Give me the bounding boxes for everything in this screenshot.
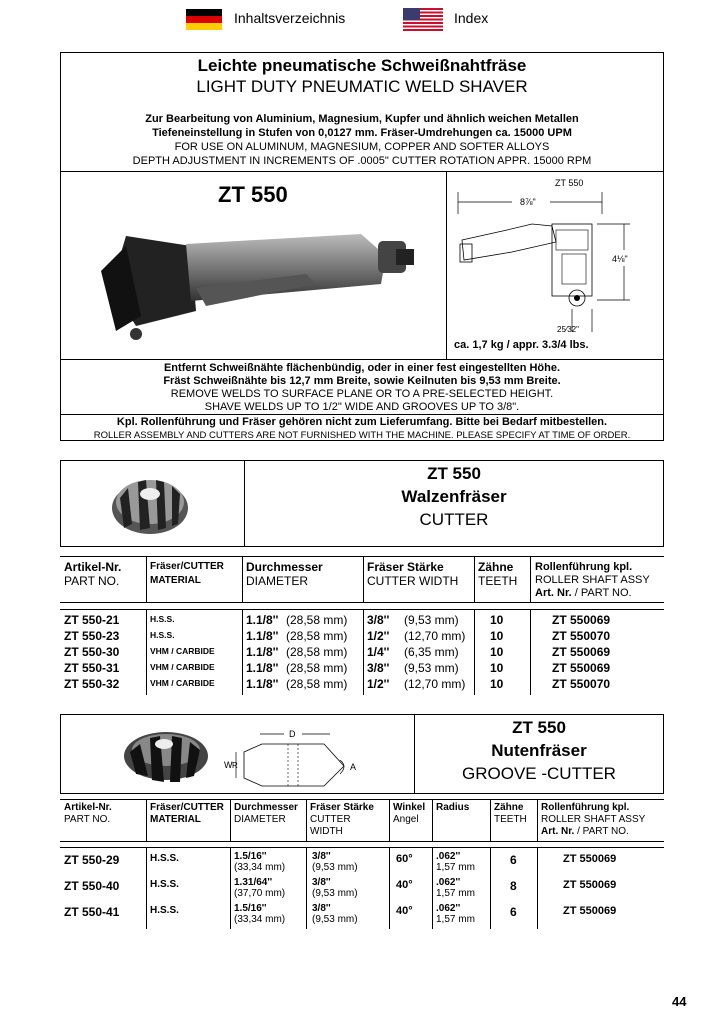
groove-row-width-mm: (9,53 mm) — [312, 862, 358, 873]
groove-hdr-width-en1: CUTTER — [310, 814, 351, 825]
groove-row-material: H.S.S. — [150, 879, 179, 890]
groove-row-width-in: 3/8'' — [312, 877, 331, 888]
toc-link[interactable]: Inhaltsverzeichnis — [234, 10, 346, 26]
cutter-hdr-part-de: Artikel-Nr. — [64, 560, 122, 574]
groove-row-teeth: 8 — [510, 879, 517, 893]
groove-row-angle: 40° — [396, 879, 413, 891]
groove-hdr-teeth-en: TEETH — [494, 814, 527, 825]
cutter-row-dia-in: 1.1/8'' — [246, 613, 279, 627]
groove-row-roller: ZT 550069 — [563, 853, 617, 865]
groove-model: ZT 550 — [512, 718, 566, 737]
note-en-2: SHAVE WELDS UP TO 1/2" WIDE AND GROOVES UP TO 3/8". — [204, 401, 520, 413]
cutter-hdr-teeth-en: TEETH — [478, 574, 518, 588]
cutter-hdr-roller-en: ROLLER SHAFT ASSY — [535, 574, 650, 586]
supply-note-en: ROLLER ASSEMBLY AND CUTTERS ARE NOT FURNISHED WITH THE MACHINE. PLEASE SPECIFY AT TIME OF ORDER. — [93, 430, 631, 441]
cutter-row-part: ZT 550-32 — [64, 677, 120, 691]
page-number: 44 — [672, 994, 687, 1009]
cutter-row-material: VHM / CARBIDE — [150, 646, 215, 656]
cutter-row-teeth: 10 — [490, 645, 504, 659]
cutter-row-width-mm: (6,35 mm) — [404, 645, 459, 659]
groove-row-radius-in: .062'' — [436, 851, 461, 862]
groove-hdr-roller-art: Art. Nr. / PART NO. — [541, 826, 629, 837]
cutter-hdr-roller-de: Rollenführung kpl. — [535, 561, 633, 573]
desc-en-2: DEPTH ADJUSTMENT IN INCREMENTS OF .0005" CUTTER ROTATION APPR. 15000 RPM — [132, 155, 592, 167]
cutter-row-roller: ZT 550069 — [552, 661, 611, 675]
desc-de-1: Zur Bearbeitung von Aluminium, Magnesium, Kupfer und ähnlich weichen Metallen — [145, 113, 579, 125]
cutter-title-de: Walzenfräser — [401, 487, 507, 506]
cutter-row-material: H.S.S. — [150, 614, 175, 624]
groove-row-part: ZT 550-40 — [64, 879, 120, 893]
groove-row-width-mm: (9,53 mm) — [312, 914, 358, 925]
cutter-hdr-dia-en: DIAMETER — [246, 574, 309, 588]
groove-row-dia-in: 1.31/64'' — [234, 877, 273, 888]
groove-hdr-dia-de: Durchmesser — [234, 802, 298, 813]
groove-row-width-in: 3/8'' — [312, 903, 331, 914]
groove-hdr-angle-de: Winkel — [393, 802, 426, 813]
cutter-row-teeth: 10 — [490, 629, 504, 643]
cutter-model: ZT 550 — [427, 464, 481, 483]
dim-d-label: D — [289, 729, 296, 739]
cutter-row-roller: ZT 550069 — [552, 645, 611, 659]
drawing-title: ZT 550 — [555, 178, 584, 188]
cutter-row-dia-mm: (28,58 mm) — [286, 645, 348, 659]
product-title-de: Leichte pneumatische Schweißnahtfräse — [197, 56, 527, 75]
dim-small: 25⁄32" — [557, 325, 579, 334]
groove-hdr-mat-de: Fräser/CUTTER — [150, 802, 224, 813]
groove-row-teeth: 6 — [510, 853, 517, 867]
groove-row-dia-in: 1.5/16'' — [234, 851, 267, 862]
groove-row-angle: 40° — [396, 905, 413, 917]
groove-row-dia-mm: (33,34 mm) — [234, 914, 286, 925]
model-label: ZT 550 — [218, 182, 288, 207]
groove-row-material: H.S.S. — [150, 905, 179, 916]
cutter-row-width-mm: (9,53 mm) — [404, 661, 459, 675]
groove-hdr-part-de: Artikel-Nr. — [64, 802, 112, 813]
groove-hdr-teeth-de: Zähne — [494, 802, 524, 813]
german-flag-icon[interactable] — [186, 9, 222, 30]
product-title-en: LIGHT DUTY PNEUMATIC WELD SHAVER — [196, 77, 528, 96]
cutter-row-part: ZT 550-23 — [64, 629, 120, 643]
dim-a-label: A — [350, 762, 357, 772]
groove-row-dia-in: 1.5/16'' — [234, 903, 267, 914]
cutter-title-en: CUTTER — [419, 510, 489, 529]
supply-note-de: Kpl. Rollenführung und Fräser gehören nicht zum Lieferumfang. Bitte bei Bedarf mitbestellen. — [116, 416, 608, 428]
cutter-hdr-teeth-de: Zähne — [478, 560, 514, 574]
cutter-row-width-in: 1/4'' — [367, 645, 390, 659]
cutter-row-dia-in: 1.1/8'' — [246, 645, 279, 659]
groove-hdr-roller-en: ROLLER SHAFT ASSY — [541, 814, 646, 825]
cutter-hdr-dia-de: Durchmesser — [246, 560, 323, 574]
groove-hdr-mat-en: MATERIAL — [150, 814, 201, 825]
desc-de-2: Tiefeneinstellung in Stufen von 0,0127 mm. Fräser-Umdrehungen ca. 15000 UPM — [152, 127, 572, 139]
cutter-row-teeth: 10 — [490, 661, 504, 675]
cutter-row-part: ZT 550-21 — [64, 613, 120, 627]
groove-row-width-mm: (9,53 mm) — [312, 888, 358, 899]
weld-shaver-image — [96, 216, 416, 342]
groove-row-part: ZT 550-29 — [64, 853, 120, 867]
cutter-row-part: ZT 550-30 — [64, 645, 120, 659]
cutter-row-dia-mm: (28,58 mm) — [286, 613, 348, 627]
groove-hdr-width-en2: WIDTH — [310, 826, 343, 837]
groove-row-radius-in: .062'' — [436, 903, 461, 914]
note-en-1: REMOVE WELDS TO SURFACE PLANE OR TO A PRE-SELECTED HEIGHT. — [170, 388, 554, 400]
note-de-1: Entfernt Schweißnähte flächenbündig, oder in einer fest eingestellten Höhe. — [163, 362, 561, 374]
groove-title-en: GROOVE -CUTTER — [462, 764, 616, 783]
groove-row-radius-mm: 1,57 mm — [436, 862, 475, 873]
cutter-hdr-width-de: Fräser Stärke — [367, 560, 444, 574]
cutter-row-material: VHM / CARBIDE — [150, 678, 215, 688]
groove-cutter-image — [118, 722, 218, 788]
groove-hdr-angle-en: Angel — [393, 814, 419, 825]
cutter-hdr-part-en: PART NO. — [64, 574, 120, 588]
groove-hdr-roller-de: Rollenführung kpl. — [541, 802, 630, 813]
cutter-row-roller: ZT 550070 — [552, 677, 611, 691]
groove-hdr-dia-en: DIAMETER — [234, 814, 286, 825]
groove-title-de: Nutenfräser — [491, 741, 587, 760]
cutter-row-dia-in: 1.1/8'' — [246, 629, 279, 643]
groove-row-roller: ZT 550069 — [563, 905, 617, 917]
dimension-drawing — [452, 174, 660, 334]
cutter-image — [100, 468, 200, 540]
cutter-row-width-mm: (12,70 mm) — [404, 629, 466, 643]
groove-dimension-diagram — [222, 722, 372, 788]
dim-w-label: W — [224, 760, 233, 770]
cutter-row-width-in: 3/8'' — [367, 613, 390, 627]
groove-row-radius-mm: 1,57 mm — [436, 888, 475, 899]
cutter-hdr-mat-de: Fräser/CUTTER — [150, 561, 224, 572]
dim-r-label: R — [232, 761, 238, 770]
cutter-row-dia-mm: (28,58 mm) — [286, 629, 348, 643]
cutter-hdr-width-en: CUTTER WIDTH — [367, 574, 459, 588]
cutter-row-roller: ZT 550070 — [552, 629, 611, 643]
cutter-row-material: H.S.S. — [150, 630, 175, 640]
cutter-row-material: VHM / CARBIDE — [150, 662, 215, 672]
groove-row-dia-mm: (33,34 mm) — [234, 862, 286, 873]
dim-height: 4⅛" — [612, 254, 628, 264]
cutter-row-dia-mm: (28,58 mm) — [286, 661, 348, 675]
cutter-row-roller: ZT 550069 — [552, 613, 611, 627]
cutter-row-width-in: 3/8'' — [367, 661, 390, 675]
cutter-row-width-in: 1/2'' — [367, 629, 390, 643]
weight-label: ca. 1,7 kg / appr. 3.3/4 lbs. — [454, 339, 589, 351]
us-flag-icon[interactable] — [403, 8, 443, 31]
groove-hdr-part-en: PART NO. — [64, 814, 111, 825]
groove-row-dia-mm: (37,70 mm) — [234, 888, 286, 899]
cutter-row-width-mm: (12,70 mm) — [404, 677, 466, 691]
cutter-hdr-roller-art: Art. Nr. / PART NO. — [535, 587, 632, 599]
groove-row-width-in: 3/8'' — [312, 851, 331, 862]
cutter-row-teeth: 10 — [490, 613, 504, 627]
groove-row-radius-mm: 1,57 mm — [436, 914, 475, 925]
cutter-row-dia-in: 1.1/8'' — [246, 677, 279, 691]
groove-row-roller: ZT 550069 — [563, 879, 617, 891]
note-de-2: Fräst Schweißnähte bis 12,7 mm Breite, sowie Keilnuten bis 9,53 mm Breite. — [163, 375, 561, 387]
desc-en-1: FOR USE ON ALUMINUM, MAGNESIUM, COPPER AND SOFTER ALLOYS — [174, 141, 550, 153]
groove-row-teeth: 6 — [510, 905, 517, 919]
groove-row-radius-in: .062'' — [436, 877, 461, 888]
groove-hdr-width-de: Fräser Stärke — [310, 802, 374, 813]
dim-length: 8⅞" — [520, 197, 536, 207]
cutter-row-part: ZT 550-31 — [64, 661, 120, 675]
cutter-row-teeth: 10 — [490, 677, 504, 691]
cutter-row-dia-in: 1.1/8'' — [246, 661, 279, 675]
cutter-hdr-mat-en: MATERIAL — [150, 575, 201, 586]
groove-row-part: ZT 550-41 — [64, 905, 120, 919]
cutter-row-width-in: 1/2'' — [367, 677, 390, 691]
groove-row-angle: 60° — [396, 853, 413, 865]
cutter-row-width-mm: (9,53 mm) — [404, 613, 459, 627]
groove-row-material: H.S.S. — [150, 853, 179, 864]
groove-hdr-radius: Radius — [436, 802, 470, 813]
index-link[interactable]: Index — [454, 10, 489, 26]
cutter-row-dia-mm: (28,58 mm) — [286, 677, 348, 691]
